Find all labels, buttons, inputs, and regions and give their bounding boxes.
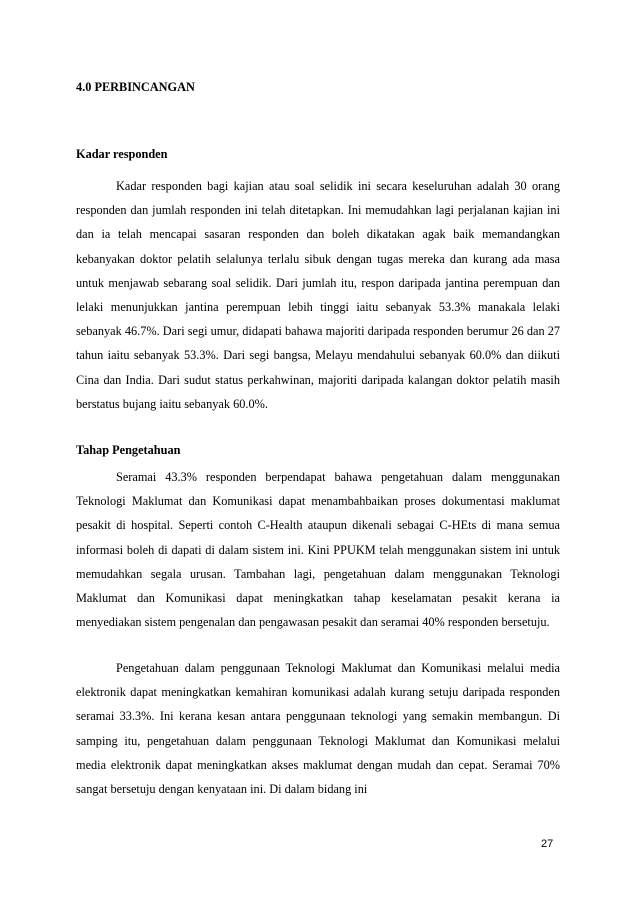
paragraph-tahap-pengetahuan-2: Pengetahuan dalam penggunaan Teknologi Maklumat dan Komunikasi melalui media elektronik dapat meningkatkan kemahiran komunikasi adalah kurang setuju daripada responden seramai 33.3%. Ini kerana kesan antara penggunaan teknologi yang semakin membangun. Di samping itu, pengetahuan dalam penggunaan Teknologi Maklumat dan Komunikasi melalui media elektronik dapat meningkatkan akses maklumat dengan mudah dan cepat. Seramai 70% sangat bersetuju dengan kenyataan ini. Di dalam bidang ini (76, 661, 560, 797)
subsection-title-tahap-pengetahuan: Tahap Pengetahuan (76, 443, 181, 457)
page-number: 27 (541, 838, 554, 850)
paragraph-tahap-pengetahuan-1: Seramai 43.3% responden berpendapat bahawa pengetahuan dalam menggunakan Teknologi Maklumat dan Komunikasi dapat menambahbaikan proses dokumentasi maklumat pesakit di hospital. Seperti contoh C-Health ataupun dikenali sebagai C-HEts di mana semua informasi boleh di dapati di dalam sistem ini. Kini PPUKM telah menggunakan sistem ini untuk memudahkan segala urusan. Tambahan lagi, pengetahuan dalam menggunakan Teknologi Maklumat dan Komunikasi dapat meningkatkan tahap keselamatan pesakit kerana ia menyediakan sistem pengenalan dan pengawasan pesakit dan seramai 40% responden bersetuju. (76, 470, 560, 630)
subsection-title-kadar-responden: Kadar responden (76, 147, 168, 161)
paragraph-kadar-responden: Kadar responden bagi kajian atau soal selidik ini secara keseluruhan adalah 30 orang responden dan jumlah responden ini telah ditetapkan. Ini memudahkan lagi perjalanan kajian ini dan ia telah mencapai sasaran responden dan boleh dikatakan agak baik memandangkan kebanyakan doktor pelatih selalunya terlalu sibuk dengan tugas mereka dan kurang ada masa untuk menjawab sebarang soal selidik. Dari jumlah itu, respon daripada jantina perempuan dan lelaki menunjukkan jantina perempuan lebih tinggi iaitu sebanyak 53.3% manakala lelaki sebanyak 46.7%. Dari segi umur, didapati bahawa majoriti daripada responden berumur 26 dan 27 tahun iaitu sebanyak 53.3%. Dari segi bangsa, Melayu mendahului sebanyak 60.0% dan diikuti Cina dan India. Dari sudut status perkahwinan, majoriti daripada kalangan doktor pelatih masih berstatus bujang iaitu sebanyak 60.0%. (76, 179, 560, 411)
section-heading: 4.0 PERBINCANGAN (76, 80, 195, 94)
